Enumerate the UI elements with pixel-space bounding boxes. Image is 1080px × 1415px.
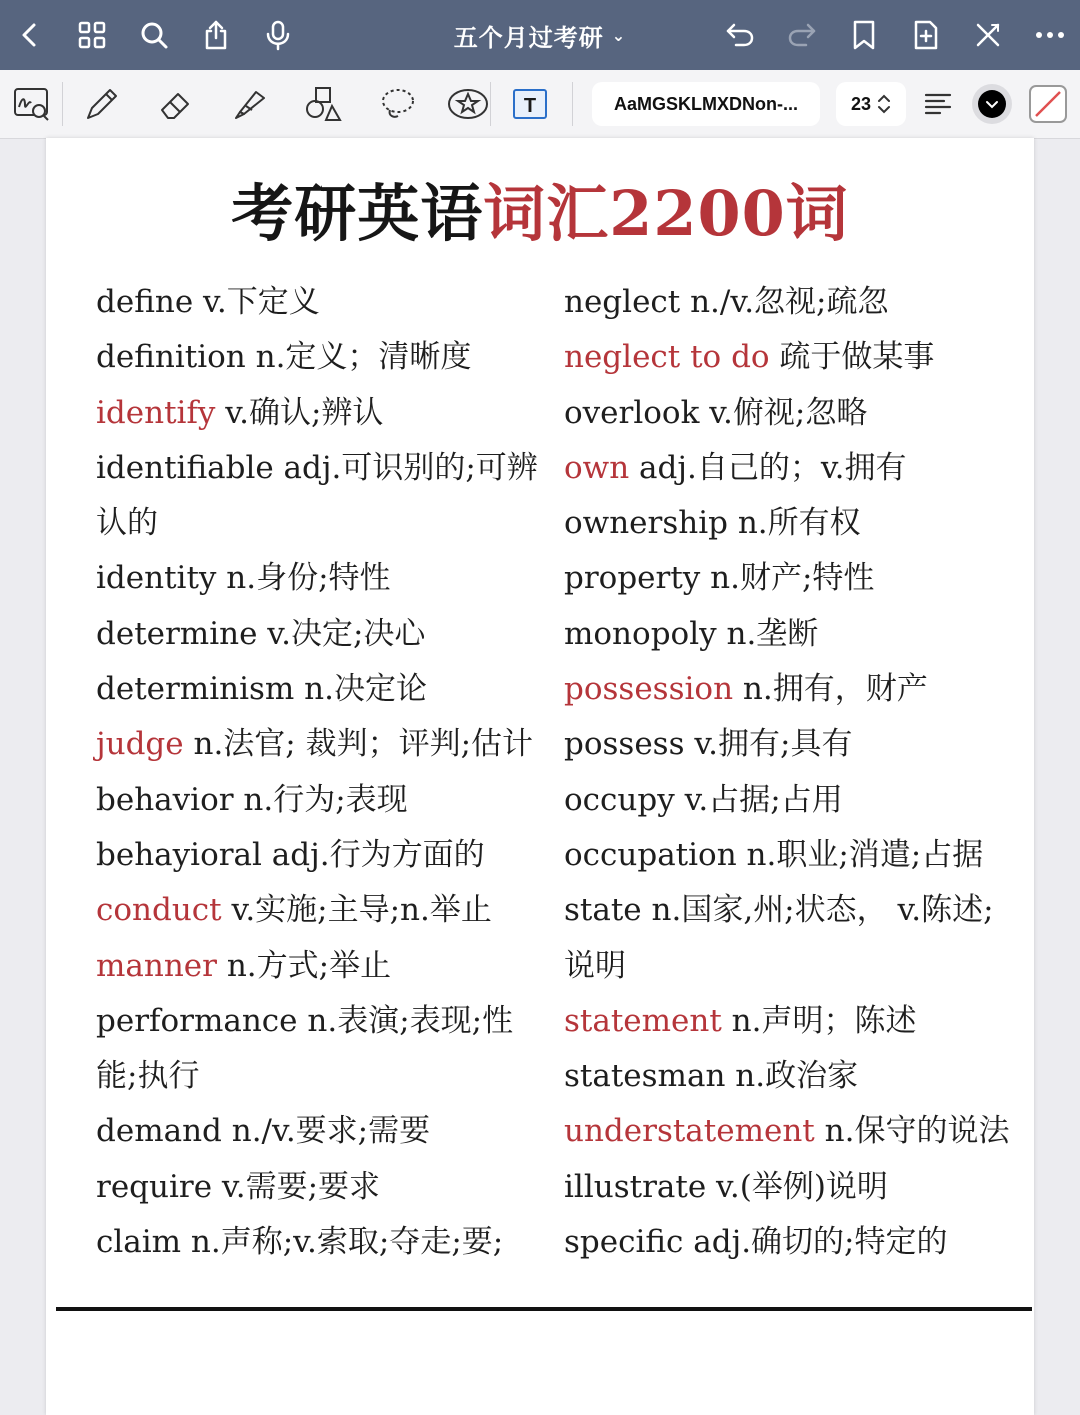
font-size-stepper[interactable] — [836, 82, 906, 126]
highlighted-word: identify — [96, 394, 216, 431]
vocab-line — [96, 607, 556, 662]
vocab-line — [96, 1215, 556, 1270]
vocab-text: define v.下定义 — [96, 284, 320, 320]
text-box-icon[interactable] — [504, 78, 556, 130]
align-icon[interactable] — [912, 78, 964, 130]
vocab-text: monopoly n.垄断 — [564, 615, 819, 652]
vocab-line — [96, 1049, 556, 1104]
vocab-line — [564, 330, 1024, 385]
heading-red-part: 词汇2200词 — [483, 177, 849, 250]
sticker-icon[interactable] — [442, 78, 494, 130]
highlighter-icon[interactable] — [224, 78, 276, 130]
vocab-text: adj.自己的；v.拥有 — [629, 449, 907, 486]
vocab-text: illustrate v.(举例)说明 — [564, 1168, 888, 1205]
vocab-line — [96, 496, 556, 551]
highlighted-word: conduct — [96, 892, 222, 929]
vocab-line — [564, 662, 1024, 717]
undo-icon[interactable] — [716, 11, 764, 59]
chevron-down-icon: ⌄ — [611, 25, 627, 45]
document-title: 五个月过考研 — [453, 23, 604, 52]
vocab-line — [564, 1215, 1024, 1270]
stepper-icon — [877, 93, 891, 115]
shapes-icon[interactable] — [298, 78, 350, 130]
vocab-text: determinism n.决定论 — [96, 671, 427, 708]
document-heading — [46, 164, 1034, 253]
pen-icon[interactable] — [76, 78, 128, 130]
close-icon[interactable] — [964, 11, 1012, 59]
toolbar-divider — [490, 82, 491, 126]
font-size-value: 23 — [850, 93, 872, 114]
vocab-text: neglect n./v.忽视;疏忽 — [564, 284, 889, 320]
vocab-line — [96, 828, 556, 883]
highlighted-word: judge — [96, 726, 184, 763]
more-icon[interactable] — [1026, 11, 1074, 59]
vocab-text: v.确认;辨认 — [215, 394, 384, 431]
vocab-text: behayioral adj.行为方面的 — [96, 836, 485, 873]
bookmark-icon[interactable] — [840, 11, 888, 59]
vocab-text: occupation n.职业;消遣;占据 — [564, 836, 984, 873]
vocab-text: statesman n.政治家 — [564, 1058, 859, 1095]
microphone-icon[interactable] — [254, 11, 302, 59]
bottom-divider-line — [56, 1307, 1032, 1311]
add-page-icon[interactable] — [902, 11, 950, 59]
vocab-line — [96, 1104, 556, 1159]
grid-icon[interactable] — [68, 11, 116, 59]
redo-icon[interactable] — [778, 11, 826, 59]
vocab-text: 说明 — [564, 947, 626, 984]
text-tool-glyph: T — [523, 95, 537, 117]
highlighted-word: neglect to do — [564, 339, 770, 376]
vocab-line — [564, 496, 1024, 551]
vocab-line — [96, 883, 556, 938]
vocab-line — [564, 551, 1024, 606]
document-title-menu[interactable] — [390, 0, 690, 70]
vocab-text: n.方式;举止 — [216, 947, 392, 984]
vocab-line — [564, 441, 1024, 496]
vocab-text: 认的 — [96, 505, 158, 542]
vocab-line — [564, 275, 1024, 330]
vocab-text: ownership n.所有权 — [564, 505, 861, 542]
vocab-text: state n.国家,州;状态， v.陈述; — [564, 892, 994, 929]
highlighted-word: statement — [564, 1002, 722, 1039]
vocab-line — [564, 883, 1024, 938]
vocab-column-right — [564, 275, 1024, 1270]
vocab-text: demand n./v.要求;需要 — [96, 1113, 431, 1150]
handwriting-zoom-icon[interactable] — [6, 78, 58, 130]
vocab-text: n.声明；陈述 — [721, 1002, 917, 1039]
vocab-line — [96, 994, 556, 1049]
vocab-text: behavior n.行为;表现 — [96, 781, 408, 818]
top-navigation-bar — [0, 0, 1080, 70]
vocab-line — [564, 828, 1024, 883]
vocab-text: identifiable adj.可识别的;可辨 — [96, 449, 538, 486]
vocab-line — [564, 773, 1024, 828]
toolbar-divider — [572, 82, 573, 126]
highlighted-word: manner — [96, 947, 217, 984]
share-icon[interactable] — [192, 11, 240, 59]
font-family-selector[interactable]: AaMGSKLMXDNon-... — [592, 82, 820, 126]
lasso-icon[interactable] — [372, 78, 424, 130]
heading-black-part: 考研英语 — [231, 177, 484, 250]
eraser-icon[interactable] — [150, 78, 202, 130]
highlighted-word: own — [564, 449, 630, 486]
vocab-line — [564, 1104, 1024, 1159]
vocab-line — [96, 773, 556, 828]
vocab-line — [564, 994, 1024, 1049]
vocab-line — [96, 1160, 556, 1215]
vocab-text: property n.财产;特性 — [564, 560, 875, 597]
vocab-line — [96, 441, 556, 496]
vocab-line — [564, 717, 1024, 772]
vocab-line — [564, 1160, 1024, 1215]
vocab-text: occupy v.占据;占用 — [564, 781, 843, 818]
vocab-text: overlook v.俯视;忽略 — [564, 394, 868, 431]
back-icon[interactable] — [6, 11, 54, 59]
vocab-text: specific adj.确切的;特定的 — [564, 1224, 948, 1261]
vocab-line — [96, 717, 556, 772]
vocab-text: v.实施;主导;n.举止 — [221, 892, 492, 929]
vocab-line — [564, 386, 1024, 441]
vocab-text: n.拥有，财产 — [733, 671, 928, 708]
search-icon[interactable] — [130, 11, 178, 59]
vocab-line — [96, 662, 556, 717]
color-black-icon[interactable] — [966, 78, 1018, 130]
vocab-line — [564, 607, 1024, 662]
highlighted-word: possession — [564, 671, 734, 708]
vocab-text: claim n.声称;v.索取;夺走;要; — [96, 1224, 504, 1261]
drawing-toolbar — [0, 70, 1080, 139]
vocab-line — [564, 939, 1024, 994]
vocab-text: n.法官; 裁判；评判;估计 — [183, 726, 534, 763]
vocab-line — [96, 330, 556, 385]
vocab-text: definition n.定义；清晰度 — [96, 339, 472, 376]
vocab-text: performance n.表演;表现;性 — [96, 1002, 514, 1039]
vocab-text: 能;执行 — [96, 1058, 200, 1095]
toolbar-divider — [62, 82, 63, 126]
vocab-text: identity n.身份;特性 — [96, 560, 391, 597]
vocab-line — [96, 386, 556, 441]
vocab-line — [96, 551, 556, 606]
vocab-text: require v.需要;要求 — [96, 1168, 381, 1205]
vocab-text: possess v.拥有;具有 — [564, 726, 853, 763]
vocab-column-left — [96, 275, 556, 1270]
vocab-line — [96, 939, 556, 994]
vocab-text: 疏于做某事 — [769, 339, 935, 376]
vocab-text: n.保守的说法 — [814, 1113, 1010, 1150]
vocab-line — [564, 1049, 1024, 1104]
vocab-text: determine v.决定;决心 — [96, 615, 426, 652]
highlighted-word: understatement — [564, 1113, 815, 1150]
vocab-line — [96, 275, 556, 330]
slash-color-icon[interactable] — [1022, 78, 1074, 130]
document-page[interactable] — [46, 138, 1034, 1415]
